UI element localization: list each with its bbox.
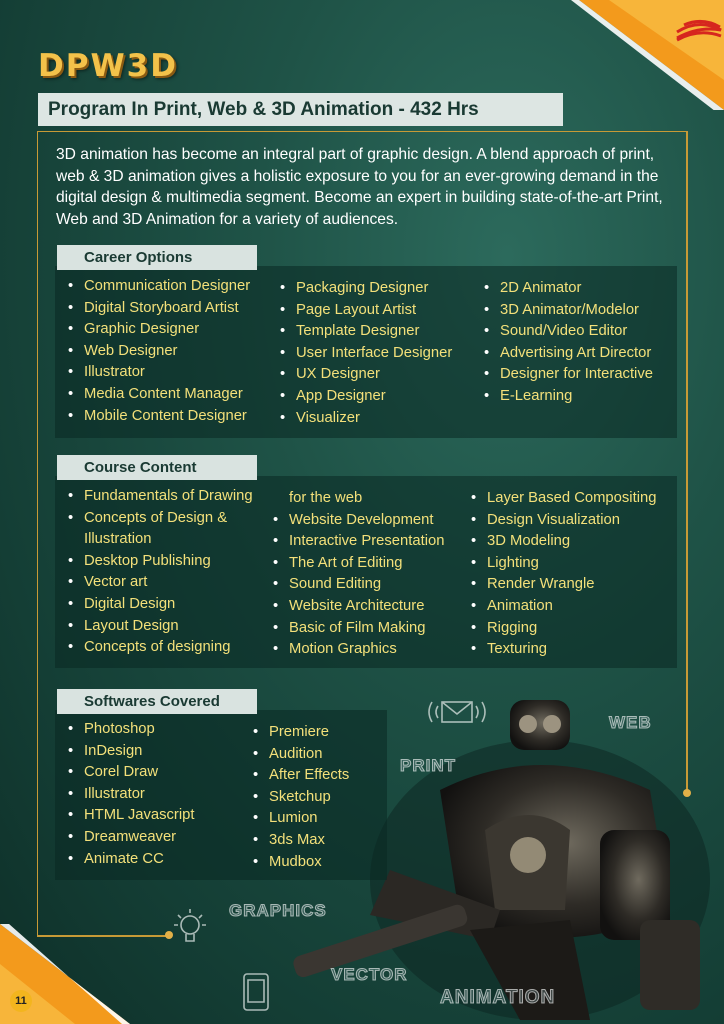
list-item: • Motion Graphics <box>269 639 444 661</box>
software-list-col1 <box>64 719 194 870</box>
list-item: • Layer Based Compositing <box>467 488 656 510</box>
tag-animation: ANIMATION <box>440 987 556 1008</box>
frame-bottom-line <box>37 935 167 937</box>
brand-logo-text: DPW3D <box>38 48 178 84</box>
list-item: • Graphic Designer <box>64 319 250 341</box>
list-item: • Interactive Presentation <box>269 531 444 553</box>
list-item: • Texturing <box>467 639 656 661</box>
list-item: • Lumion <box>249 808 349 830</box>
list-item: • Illustrator <box>64 362 250 384</box>
list-item: • Animate CC <box>64 849 194 871</box>
list-item: • Website Development <box>269 510 444 532</box>
corner-decoration <box>549 0 724 110</box>
list-item: • Premiere <box>249 722 349 744</box>
list-item: • UX Designer <box>276 364 452 386</box>
career-list-col2 <box>276 278 452 429</box>
list-item: • Web Designer <box>64 341 250 363</box>
list-item: • App Designer <box>276 386 452 408</box>
list-item: • Page Layout Artist <box>276 300 452 322</box>
list-item: • Template Designer <box>276 321 452 343</box>
list-item: • Illustrator <box>64 784 194 806</box>
list-item: • Fundamentals of Drawing <box>64 486 253 508</box>
list-item: • Lighting <box>467 553 656 575</box>
course-list-col3 <box>467 488 656 661</box>
list-item: • Render Wrangle <box>467 574 656 596</box>
program-title: Program In Print, Web & 3D Animation - 432 Hrs <box>38 93 563 126</box>
list-item: • 2D Animator <box>480 278 653 300</box>
list-item: • Mudbox <box>249 852 349 874</box>
tag-web: WEB <box>609 713 652 732</box>
list-item: • 3ds Max <box>249 830 349 852</box>
list-item: • Corel Draw <box>64 762 194 784</box>
list-item: • Advertising Art Director <box>480 343 653 365</box>
list-item: • After Effects <box>249 765 349 787</box>
list-item: • Digital Storyboard Artist <box>64 298 250 320</box>
list-item: • Communication Designer <box>64 276 250 298</box>
list-item: • Sketchup <box>249 787 349 809</box>
list-item: • Vector art <box>64 572 253 594</box>
software-list-col2 <box>249 722 349 873</box>
list-item: • Sound Editing <box>269 574 444 596</box>
list-item: • Packaging Designer <box>276 278 452 300</box>
list-item: • Visualizer <box>276 408 452 430</box>
list-item: • Photoshop <box>64 719 194 741</box>
list-item: • Rigging <box>467 618 656 640</box>
list-item: • Concepts of Design & <box>64 508 253 530</box>
course-list-col1 <box>64 486 253 659</box>
list-item: • Designer for Interactive <box>480 364 653 386</box>
list-item: • Website Architecture <box>269 596 444 618</box>
list-item: • Layout Design <box>64 616 253 638</box>
list-item: • InDesign <box>64 741 194 763</box>
list-item: • The Art of Editing <box>269 553 444 575</box>
page-number: 11 <box>10 990 32 1012</box>
career-heading: Career Options <box>57 245 257 270</box>
tag-graphics: GRAPHICS <box>229 901 327 920</box>
career-list-col1 <box>64 276 250 427</box>
list-item-continued: Illustration <box>84 531 152 548</box>
list-item: • 3D Animator/Modelor <box>480 300 653 322</box>
list-item: • Dreamweaver <box>64 827 194 849</box>
list-item: • Basic of Film Making <box>269 618 444 640</box>
list-item: • Design Visualization <box>467 510 656 532</box>
list-item: • Media Content Manager <box>64 384 250 406</box>
list-item: • Digital Design <box>64 594 253 616</box>
tag-vector: VECTOR <box>331 965 408 984</box>
list-item: • Desktop Publishing <box>64 551 253 573</box>
list-item: • Sound/Video Editor <box>480 321 653 343</box>
list-item: • E-Learning <box>480 386 653 408</box>
list-item: • Audition <box>249 744 349 766</box>
software-heading: Softwares Covered <box>57 689 257 714</box>
lightbulb-icon <box>172 905 208 951</box>
list-item: • HTML Javascript <box>64 805 194 827</box>
list-item: • User Interface Designer <box>276 343 452 365</box>
list-item: • Animation <box>467 596 656 618</box>
intro-paragraph: 3D animation has become an integral part of graphic design. A blend approach of print, web & 3D animation gives a holistic exposure to you for an ever-growing demand in the digital design & multimedia segment. Become an expert in building state-of-the-art Print, Web and 3D Animation for a variety of audiences. <box>56 146 663 228</box>
tag-print: PRINT <box>400 756 456 775</box>
list-item-continued: for the web <box>289 490 363 506</box>
course-heading: Course Content <box>57 455 257 480</box>
list-item: • Concepts of designing <box>64 637 253 659</box>
career-list-col3 <box>480 278 653 408</box>
course-list-col2 <box>269 488 444 661</box>
list-item: • 3D Modeling <box>467 531 656 553</box>
list-item: • Mobile Content Designer <box>64 406 250 428</box>
mail-icon <box>424 688 490 736</box>
tablet-icon <box>240 970 272 1014</box>
